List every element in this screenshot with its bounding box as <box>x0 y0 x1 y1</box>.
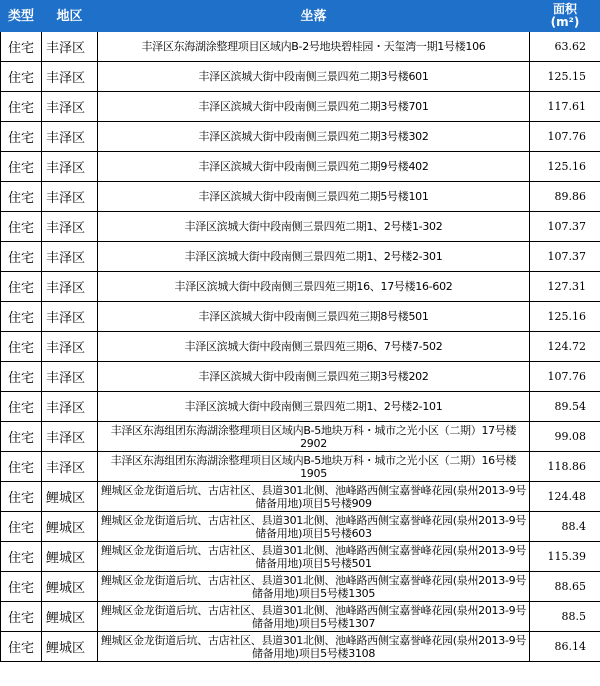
cell-district: 丰泽区 <box>42 152 98 182</box>
cell-area: 88.65 <box>530 572 600 602</box>
cell-type: 住宅 <box>1 332 42 362</box>
cell-area: 124.72 <box>530 332 600 362</box>
cell-address: 丰泽区滨城大街中段南侧三景四苑三期16、17号楼16-602 <box>98 272 530 302</box>
cell-district: 鲤城区 <box>42 572 98 602</box>
cell-address: 丰泽区东海组团东海湖涂整理项目区域内B-5地块万科・城市之光小区（二期）16号楼1905 <box>98 452 530 482</box>
cell-area: 127.31 <box>530 272 600 302</box>
cell-area: 88.4 <box>530 512 600 542</box>
cell-address: 鲤城区金龙街道后坑、古店社区、县道301北侧、池峰路西侧宝嘉誉峰花园(泉州2013-9号储备用地)项目5号楼1305 <box>98 572 530 602</box>
cell-address: 丰泽区滨城大街中段南侧三景四苑二期1、2号楼2-101 <box>98 392 530 422</box>
table-row <box>1 332 600 362</box>
cell-area: 89.54 <box>530 392 600 422</box>
cell-address: 丰泽区滨城大街中段南侧三景四苑三期8号楼501 <box>98 302 530 332</box>
header-district: 地区 <box>42 1 98 32</box>
header-area: 面积 (m²) <box>530 1 600 32</box>
cell-type: 住宅 <box>1 92 42 122</box>
cell-area: 107.76 <box>530 362 600 392</box>
cell-address: 丰泽区滨城大街中段南侧三景四苑二期3号楼701 <box>98 92 530 122</box>
table-row <box>1 482 600 512</box>
cell-district: 丰泽区 <box>42 62 98 92</box>
cell-address: 鲤城区金龙街道后坑、古店社区、县道301北侧、池峰路西侧宝嘉誉峰花园(泉州2013-9号储备用地)项目5号楼603 <box>98 512 530 542</box>
cell-area: 124.48 <box>530 482 600 512</box>
cell-district: 丰泽区 <box>42 302 98 332</box>
cell-type: 住宅 <box>1 212 42 242</box>
table-row <box>1 122 600 152</box>
table-header-row <box>1 1 600 32</box>
cell-district: 丰泽区 <box>42 332 98 362</box>
cell-type: 住宅 <box>1 392 42 422</box>
cell-type: 住宅 <box>1 542 42 572</box>
cell-address: 丰泽区滨城大街中段南侧三景四苑二期1、2号楼2-301 <box>98 242 530 272</box>
table-row <box>1 392 600 422</box>
cell-type: 住宅 <box>1 152 42 182</box>
table-row <box>1 182 600 212</box>
table-row <box>1 302 600 332</box>
cell-area: 107.37 <box>530 242 600 272</box>
cell-address: 丰泽区滨城大街中段南侧三景四苑三期6、7号楼7-502 <box>98 332 530 362</box>
cell-district: 丰泽区 <box>42 392 98 422</box>
table-row <box>1 452 600 482</box>
table-row <box>1 242 600 272</box>
cell-district: 丰泽区 <box>42 422 98 452</box>
table-row <box>1 62 600 92</box>
cell-type: 住宅 <box>1 242 42 272</box>
table-row <box>1 92 600 122</box>
table-row <box>1 422 600 452</box>
table-row <box>1 602 600 632</box>
cell-district: 鲤城区 <box>42 482 98 512</box>
cell-address: 鲤城区金龙街道后坑、古店社区、县道301北侧、池峰路西侧宝嘉誉峰花园(泉州2013-9号储备用地)项目5号楼501 <box>98 542 530 572</box>
cell-area: 117.61 <box>530 92 600 122</box>
cell-address: 丰泽区滨城大街中段南侧三景四苑二期1、2号楼1-302 <box>98 212 530 242</box>
table-row <box>1 152 600 182</box>
cell-area: 125.15 <box>530 62 600 92</box>
cell-type: 住宅 <box>1 422 42 452</box>
cell-type: 住宅 <box>1 182 42 212</box>
cell-district: 丰泽区 <box>42 212 98 242</box>
cell-district: 丰泽区 <box>42 182 98 212</box>
cell-district: 丰泽区 <box>42 32 98 62</box>
cell-district: 丰泽区 <box>42 362 98 392</box>
cell-address: 丰泽区滨城大街中段南侧三景四苑三期3号楼202 <box>98 362 530 392</box>
cell-district: 丰泽区 <box>42 452 98 482</box>
cell-type: 住宅 <box>1 572 42 602</box>
table-row <box>1 572 600 602</box>
cell-address: 鲤城区金龙街道后坑、古店社区、县道301北侧、池峰路西侧宝嘉誉峰花园(泉州2013-9号储备用地)项目5号楼1307 <box>98 602 530 632</box>
table-row <box>1 272 600 302</box>
cell-address: 鲤城区金龙街道后坑、古店社区、县道301北侧、池峰路西侧宝嘉誉峰花园(泉州2013-9号储备用地)项目5号楼3108 <box>98 632 530 662</box>
cell-type: 住宅 <box>1 602 42 632</box>
cell-area: 107.37 <box>530 212 600 242</box>
cell-area: 99.08 <box>530 422 600 452</box>
cell-district: 丰泽区 <box>42 242 98 272</box>
cell-district: 丰泽区 <box>42 272 98 302</box>
cell-district: 丰泽区 <box>42 92 98 122</box>
cell-area: 89.86 <box>530 182 600 212</box>
cell-type: 住宅 <box>1 302 42 332</box>
cell-type: 住宅 <box>1 272 42 302</box>
cell-area: 86.14 <box>530 632 600 662</box>
table-row <box>1 212 600 242</box>
header-type: 类型 <box>1 1 42 32</box>
cell-address: 丰泽区滨城大街中段南侧三景四苑二期3号楼302 <box>98 122 530 152</box>
cell-district: 鲤城区 <box>42 632 98 662</box>
cell-type: 住宅 <box>1 32 42 62</box>
cell-address: 丰泽区滨城大街中段南侧三景四苑二期9号楼402 <box>98 152 530 182</box>
table-row <box>1 542 600 572</box>
cell-district: 鲤城区 <box>42 542 98 572</box>
cell-type: 住宅 <box>1 512 42 542</box>
cell-address: 丰泽区滨城大街中段南侧三景四苑二期3号楼601 <box>98 62 530 92</box>
cell-area: 115.39 <box>530 542 600 572</box>
header-address: 坐落 <box>98 1 530 32</box>
table-row <box>1 32 600 62</box>
cell-address: 丰泽区东海组团东海湖涂整理项目区域内B-5地块万科・城市之光小区（二期）17号楼2902 <box>98 422 530 452</box>
table-row <box>1 362 600 392</box>
cell-district: 丰泽区 <box>42 122 98 152</box>
cell-address: 丰泽区东海湖涂整理项目区域内B-2号地块碧桂园・天玺湾一期1号楼106 <box>98 32 530 62</box>
cell-district: 鲤城区 <box>42 512 98 542</box>
cell-area: 107.76 <box>530 122 600 152</box>
cell-type: 住宅 <box>1 632 42 662</box>
cell-type: 住宅 <box>1 362 42 392</box>
cell-area: 63.62 <box>530 32 600 62</box>
cell-area: 118.86 <box>530 452 600 482</box>
cell-address: 鲤城区金龙街道后坑、古店社区、县道301北侧、池峰路西侧宝嘉誉峰花园(泉州2013-9号储备用地)项目5号楼909 <box>98 482 530 512</box>
cell-area: 88.5 <box>530 602 600 632</box>
cell-district: 鲤城区 <box>42 602 98 632</box>
cell-address: 丰泽区滨城大街中段南侧三景四苑二期5号楼101 <box>98 182 530 212</box>
cell-type: 住宅 <box>1 482 42 512</box>
cell-type: 住宅 <box>1 122 42 152</box>
table-row <box>1 632 600 662</box>
cell-type: 住宅 <box>1 452 42 482</box>
table-row <box>1 512 600 542</box>
cell-type: 住宅 <box>1 62 42 92</box>
cell-area: 125.16 <box>530 302 600 332</box>
cell-area: 125.16 <box>530 152 600 182</box>
